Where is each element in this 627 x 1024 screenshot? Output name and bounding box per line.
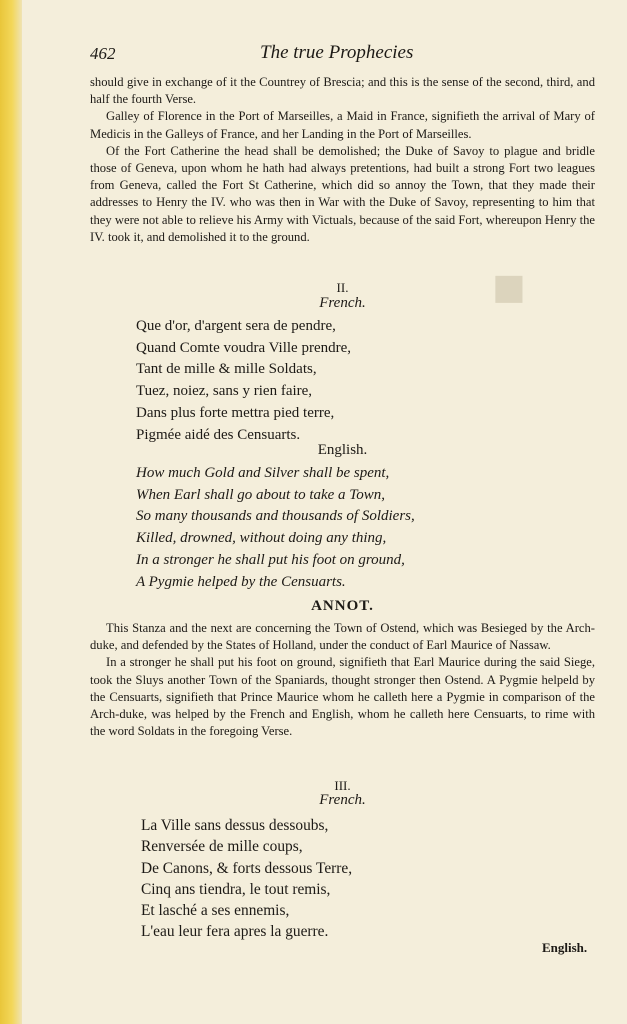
verse-line: So many thousands and thousands of Soldiers, [136,508,415,525]
stanza-numeral: II. [336,280,349,295]
verse-line: Et lasché a ses ennemis, [141,902,290,920]
verse-line: Dans plus forte mettra pied terre, [136,404,335,421]
book-spine-edge [0,0,22,1024]
english-verse [136,463,556,593]
page-header [90,44,600,66]
verse-line: Renversée de mille coups, [141,838,303,856]
french-verse [136,316,556,446]
show-through-decoration: ■ [492,257,526,319]
annot-prose [90,620,595,740]
annot-heading: ANNOT. [311,598,374,614]
prose-paragraph: Of the Fort Catherine the head shall be demolished; the Duke of Savoy to plague and bridle those of Geneva, upon whom he hath had always pretentions, had built a strong Fort two leagues from Geneva, called the Fort St Catherine, which did so annoy the Town, that they made their addresses to Henry the IV. who was then in War with the Duke of Savoy, representing to him that they were not able to relieve his Army with Victuals, because of the said Fort, whereupon Henry the IV. took it, and demolished it to the ground. [90,143,595,244]
verse-line: Quand Comte voudra Ville prendre, [136,339,352,356]
verse-line: L'eau leur fera apres la guerre. [141,923,329,941]
verse-line: Tant de mille & mille Soldats, [136,361,317,378]
verse-line: Que d'or, d'argent sera de pendre, [136,318,336,334]
french-heading: French. [319,792,366,808]
french-heading: French. [319,295,366,311]
prose-paragraph: should give in exchange of it the Countrey of Brescia; and this is the sense of the second, third, and half the fourth Verse. [90,75,595,107]
page-number: 462 [90,44,116,63]
verse-line: When Earl shall go about to take a Town, [136,486,386,503]
verse-line: De Canons, & forts dessous Terre, [141,859,353,877]
running-title: The true Prophecies [260,42,414,63]
stanza-numeral: III. [334,778,351,793]
verse-line: Pigmée aidé des Censuarts. [136,426,301,443]
opening-prose [90,74,595,246]
verse-line: A Pygmie helped by the Censuarts. [136,573,346,590]
verse-line: Cinq ans tiendra, le tout remis, [141,880,331,898]
verse-line: Tuez, noiez, sans y rien faire, [136,383,313,400]
prose-paragraph: Galley of Florence in the Port of Marseilles, a Maid in France, signifieth the arrival of Mary of Medicis in the Galleys of France, and her Landing in the Port of Marseilles. [90,109,595,141]
annot-paragraph: This Stanza and the next are concerning the Town of Ostend, which was Besieged by the Arch-duke, and defended by the States of Holland, under the conduct of Earl Maurice of Nassaw. [90,621,595,653]
catchword: English. [542,940,588,955]
verse-line: Killed, drowned, without doing any thing, [136,530,387,547]
french-verse [141,815,561,943]
verse-line: How much Gold and Silver shall be spent, [136,465,390,481]
english-heading: English. [317,442,368,458]
verse-line: La Ville sans dessus dessoubs, [141,817,329,834]
verse-line: In a stronger he shall put his foot on ground, [136,551,405,568]
annot-paragraph: In a stronger he shall put his foot on ground, signifieth that Earl Maurice during the said Siege, took the Sluys another Town of the Spaniards, thought stronger then Ostend. A Pygmie helpeld by the Censuarts, signifieth that Prince Maurice whom he calleth here a Pygmie in comparison of the Arch-duke, was helped by the French and English, whom he calleth here Censuarts, to rime with the word Soldats in the foregoing Verse. [90,655,595,739]
